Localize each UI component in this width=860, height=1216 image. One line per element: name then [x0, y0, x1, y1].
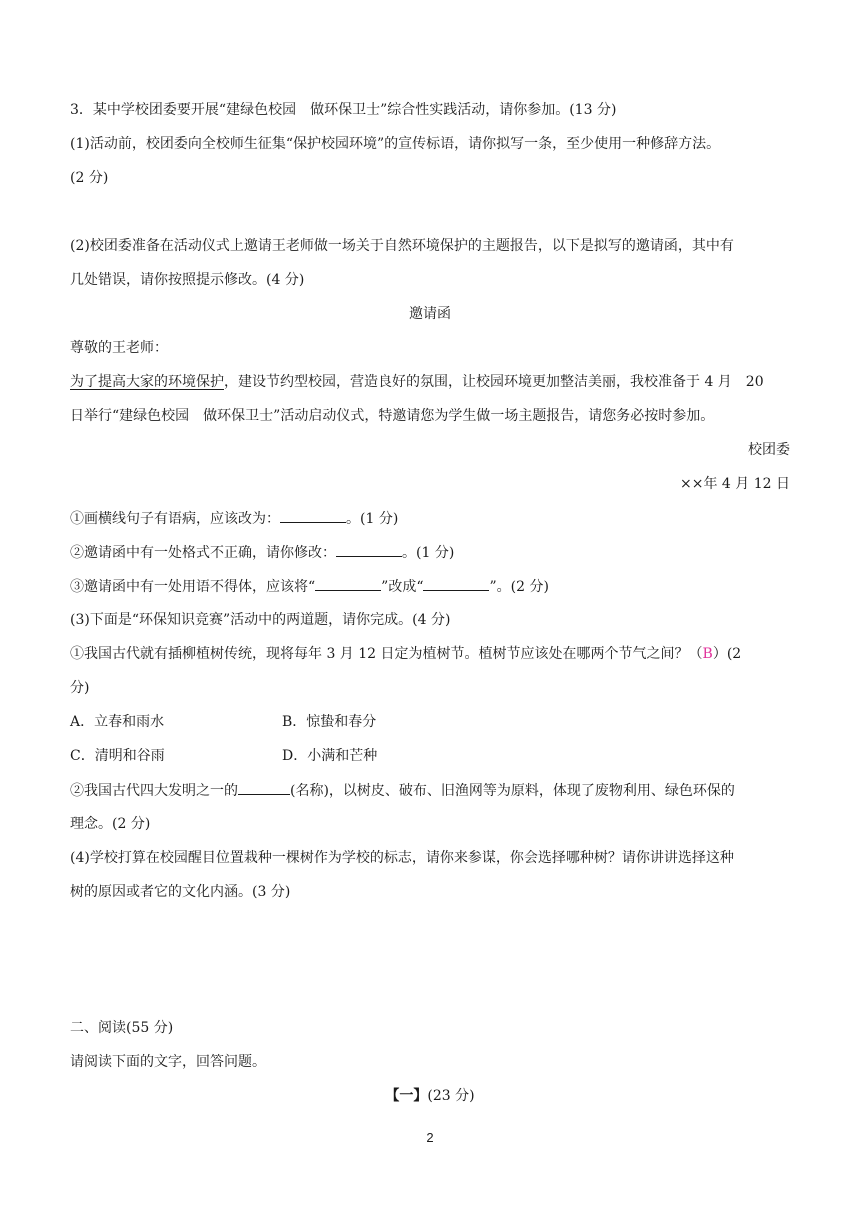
option-b[interactable]: B．惊蛰和春分 [282, 714, 377, 730]
question-3-part3-intro: (3)下面是“环保知识竞赛”活动中的两道题，请你完成。(4 分) [70, 612, 451, 628]
task-3-text: ③邀请函中有一处用语不得体，应该将“ [70, 579, 316, 595]
quiz-question-2-text: ②我国古代四大发明之一的 [70, 783, 238, 799]
quiz-question-2-line2: 理念。(2 分) [70, 816, 151, 832]
answer-blank[interactable] [423, 576, 489, 591]
part-heading [0, 1086, 860, 1106]
option-c[interactable]: C．清明和谷雨 [70, 748, 165, 764]
underlined-sentence: 为了提高大家的环境保护 [70, 374, 224, 390]
option-a[interactable]: A．立春和雨水 [70, 714, 165, 730]
option-d[interactable]: D．小满和芒种 [282, 748, 378, 764]
quiz-question-1-line2: 分) [70, 680, 90, 696]
letter-salutation: 尊敬的王老师： [70, 340, 168, 356]
letter-body-line1-rest: ，建设节约型校园，营造良好的氛围，让校园环境更加整洁美丽，我校准备于 4 月 20 [224, 374, 764, 390]
answer-blank[interactable] [280, 508, 346, 523]
task-2 [70, 542, 454, 563]
answer-mark: B [702, 646, 713, 662]
task-2-score: 。(1 分) [402, 545, 455, 561]
section-2-instruction: 请阅读下面的文字，回答问题。 [70, 1054, 266, 1070]
quiz-question-2-line1 [70, 780, 735, 801]
question-3-part1-line1: (1)活动前，校团委向全校师生征集“保护校园环境”的宣传标语，请你拟写一条，至少使用一种修辞方法。 [70, 136, 721, 152]
answer-blank[interactable] [238, 780, 290, 795]
task-1 [70, 508, 398, 529]
task-3-mid: ”改成“ [381, 579, 424, 595]
letter-title: 邀请函 [409, 306, 451, 322]
quiz-question-1-tail: ）(2 [712, 646, 742, 662]
quiz-question-2-rest: (名称)，以树皮、破布、旧渔网等为原料，体现了废物利用、绿色环保的 [290, 783, 735, 799]
question-3-part4-line1: (4)学校打算在校园醒目位置栽种一棵树作为学校的标志，请你来参谋，你会选择哪种树？请你讲讲选择这种 [70, 850, 734, 866]
question-3-part2-line1: (2)校团委准备在活动仪式上邀请王老师做一场关于自然环境保护的主题报告，以下是拟写的邀请函，其中有 [70, 238, 734, 254]
task-1-score: 。(1 分) [346, 511, 399, 527]
question-3-part1-score: (2 分) [70, 170, 109, 186]
task-3-score: ”。(2 分) [489, 579, 549, 595]
part-label: 【一】 [385, 1088, 428, 1104]
task-1-text: ①画横线句子有语病，应该改为： [70, 511, 280, 527]
letter-date: ××年 4 月 12 日 [680, 476, 790, 492]
section-2-heading: 二、阅读(55 分) [70, 1020, 174, 1036]
letter-body-line2: 日举行“建绿色校园 做环保卫士”活动启动仪式，特邀请您为学生做一场主题报告，请您务必按时参加。 [70, 408, 715, 424]
quiz-question-1-line1 [70, 644, 741, 664]
question-3-intro: 3．某中学校团委要开展“建绿色校园 做环保卫士”综合性实践活动，请你参加。(13 分) [70, 102, 617, 118]
part-score: (23 分) [427, 1088, 475, 1104]
task-2-text: ②邀请函中有一处格式不正确，请你修改： [70, 545, 336, 561]
question-3-part4-line2: 树的原因或者它的文化内涵。(3 分) [70, 884, 291, 900]
answer-blank[interactable] [336, 542, 402, 557]
task-3 [70, 576, 549, 597]
quiz-question-1-text: ①我国古代就有插柳植树传统，现将每年 3 月 12 日定为植树节。植树节应该处在哪两个节气之间？（ [70, 646, 703, 662]
answer-blank[interactable] [315, 576, 381, 591]
page-number: 2 [426, 1130, 434, 1145]
letter-signature: 校团委 [748, 442, 790, 458]
letter-body-line1 [70, 372, 764, 392]
question-3-part2-line2: 几处错误，请你按照提示修改。(4 分) [70, 272, 305, 288]
